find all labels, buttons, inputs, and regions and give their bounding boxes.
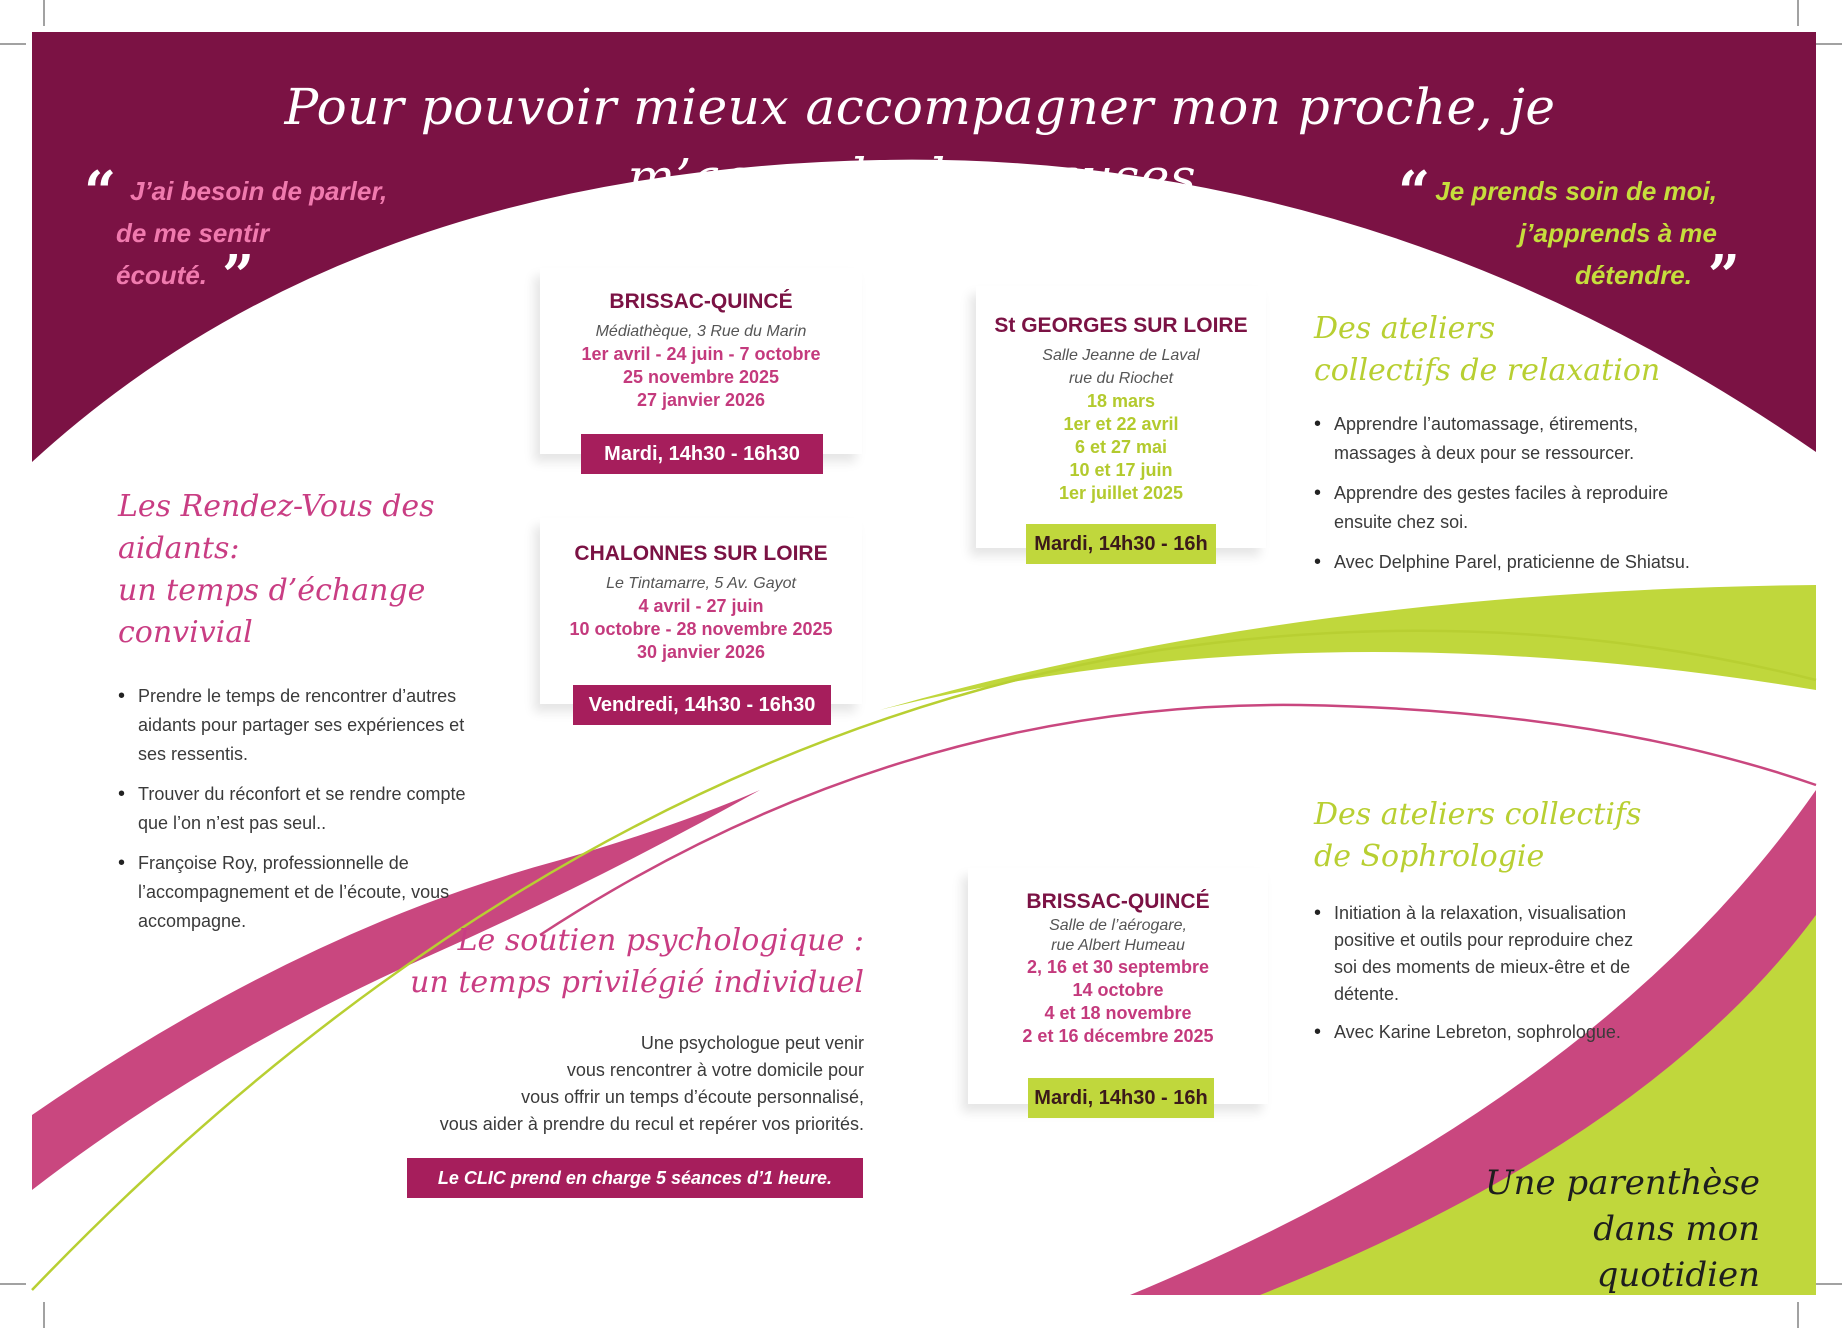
sophrologie-section xyxy=(1314,794,1644,1057)
card-date: 4 avril - 27 juin xyxy=(638,596,764,616)
quote-left-line-3: écouté. xyxy=(116,260,208,290)
card-place: Salle de l’aérogare, xyxy=(1049,917,1187,934)
card-date: 2, 16 et 30 septembre xyxy=(1026,957,1210,977)
tagline-line-2: dans mon quotidien xyxy=(1593,1209,1760,1295)
headline: Pour pouvoir mieux accompagner mon proche, je m’accorde des pauses. xyxy=(284,78,1556,206)
card-chalonnes-sur-loire xyxy=(540,518,862,704)
green-sweep-shape xyxy=(880,585,1816,710)
card-date: 1er avril - 24 juin - 7 octobre xyxy=(581,344,821,364)
soutien-section xyxy=(400,920,864,1138)
soutien-text-line: Une psychologue peut venir xyxy=(640,1033,864,1053)
card-st-georges-sur-loire xyxy=(976,286,1266,548)
card-date: 14 octobre xyxy=(1072,980,1164,1000)
card-place: rue Albert Humeau xyxy=(1051,937,1185,954)
quote-right-line-2: j’apprends à me xyxy=(1519,218,1717,248)
quote-left-line-1: J’ai besoin de parler, xyxy=(130,176,388,206)
relaxation-section xyxy=(1314,308,1724,588)
card-place: Salle Jeanne de Laval xyxy=(1042,347,1200,364)
card-date: 2 et 16 décembre 2025 xyxy=(1022,1026,1214,1046)
rendez-vous-title-line-1: Les Rendez-Vous des aidants: xyxy=(118,489,435,566)
open-quote-mark: “ xyxy=(1398,159,1431,225)
list-item: • Françoise Roy, professionnelle de l’accompagnement et de l’écoute, vous accompagne. xyxy=(118,849,478,936)
card-date: 6 et 27 mai xyxy=(1074,437,1168,457)
tagline xyxy=(1440,1160,1760,1298)
card-date: 25 novembre 2025 xyxy=(622,367,780,387)
soutien-text-line: vous rencontrer à votre domicile pour xyxy=(566,1060,864,1080)
card-date: 30 janvier 2026 xyxy=(636,642,766,662)
soutien-text-line: vous offrir un temps d’écoute personnalisé, xyxy=(521,1087,864,1107)
card-date: 27 janvier 2026 xyxy=(636,390,766,410)
open-quote-mark: “ xyxy=(84,159,117,225)
card-place: rue du Riochet xyxy=(1068,370,1174,387)
soutien-text-line: vous aider à prendre du recul et repérer vos priorités. xyxy=(439,1114,864,1134)
card-city: BRISSAC-QUINCÉ xyxy=(1026,890,1210,913)
close-quote-mark: ” xyxy=(1707,243,1740,309)
card-city: BRISSAC-QUINCÉ xyxy=(609,290,793,313)
card-date: 1er et 22 avril xyxy=(1063,414,1179,434)
schedule-tag: Mardi, 14h30 - 16h xyxy=(1028,1078,1214,1118)
rendez-vous-section xyxy=(118,486,478,947)
relaxation-title-line-1: Des ateliers xyxy=(1314,311,1496,346)
quote-left-line-2: de me sentir xyxy=(116,218,270,248)
sophrologie-title-line-2: de Sophrologie xyxy=(1314,839,1545,874)
soutien-title-line-2: un temps privilégié individuel xyxy=(410,965,864,1000)
clic-banner: Le CLIC prend en charge 5 séances d’1 heure. xyxy=(407,1158,863,1198)
rendez-vous-title-line-2: un temps d’échange convivial xyxy=(118,573,426,650)
soutien-title-line-1: Le soutien psychologique : xyxy=(457,923,864,958)
rendez-vous-list xyxy=(118,682,478,936)
card-date: 18 mars xyxy=(1086,391,1156,411)
sophrologie-title-line-1: Des ateliers collectifs xyxy=(1314,797,1642,832)
card-date: 4 et 18 novembre xyxy=(1044,1003,1192,1023)
close-quote-mark: ” xyxy=(222,243,255,309)
schedule-tag: Mardi, 14h30 - 16h30 xyxy=(581,434,823,474)
tagline-line-1: Une parenthèse xyxy=(1484,1163,1760,1203)
card-brissac-quince-mediatheque xyxy=(540,268,862,454)
card-city: St GEORGES SUR LOIRE xyxy=(994,314,1248,337)
card-city: CHALONNES SUR LOIRE xyxy=(574,542,828,565)
card-date: 1er juillet 2025 xyxy=(1058,483,1184,503)
list-item: • Initiation à la relaxation, visualisation positive et outils pour reproduire chez soi des moments de mieux-être et de détente. xyxy=(1314,900,1644,1008)
schedule-tag: Mardi, 14h30 - 16h xyxy=(1026,524,1216,564)
schedule-tag: Vendredi, 14h30 - 16h30 xyxy=(573,685,831,725)
quote-right-line-1: Je prends soin de moi, xyxy=(1435,176,1717,206)
card-place: Médiathèque, 3 Rue du Marin xyxy=(595,323,807,340)
card-date: 10 et 17 juin xyxy=(1069,460,1173,480)
list-item: • Trouver du réconfort et se rendre compte que l’on n’est pas seul.. xyxy=(118,780,478,838)
quote-right-line-3: détendre. xyxy=(1574,260,1692,290)
sophrologie-list xyxy=(1314,900,1644,1046)
list-item: • Avec Karine Lebreton, sophrologue. xyxy=(1314,1019,1644,1046)
relaxation-title-line-2: collectifs de relaxation xyxy=(1314,353,1661,388)
list-item: • Prendre le temps de rencontrer d’autres aidants pour partager ses expériences et ses ressentis. xyxy=(118,682,478,769)
list-item: • Apprendre l’automassage, étirements, massages à deux pour se ressourcer. xyxy=(1314,410,1724,468)
card-place: Le Tintamarre, 5 Av. Gayot xyxy=(606,575,796,592)
list-item: • Avec Delphine Parel, praticienne de Shiatsu. xyxy=(1314,548,1724,577)
card-brissac-quince-aerogare xyxy=(968,868,1268,1104)
relaxation-list xyxy=(1314,410,1724,577)
list-item: • Apprendre des gestes faciles à reproduire ensuite chez soi. xyxy=(1314,479,1724,537)
card-date: 10 octobre - 28 novembre 2025 xyxy=(569,619,833,639)
